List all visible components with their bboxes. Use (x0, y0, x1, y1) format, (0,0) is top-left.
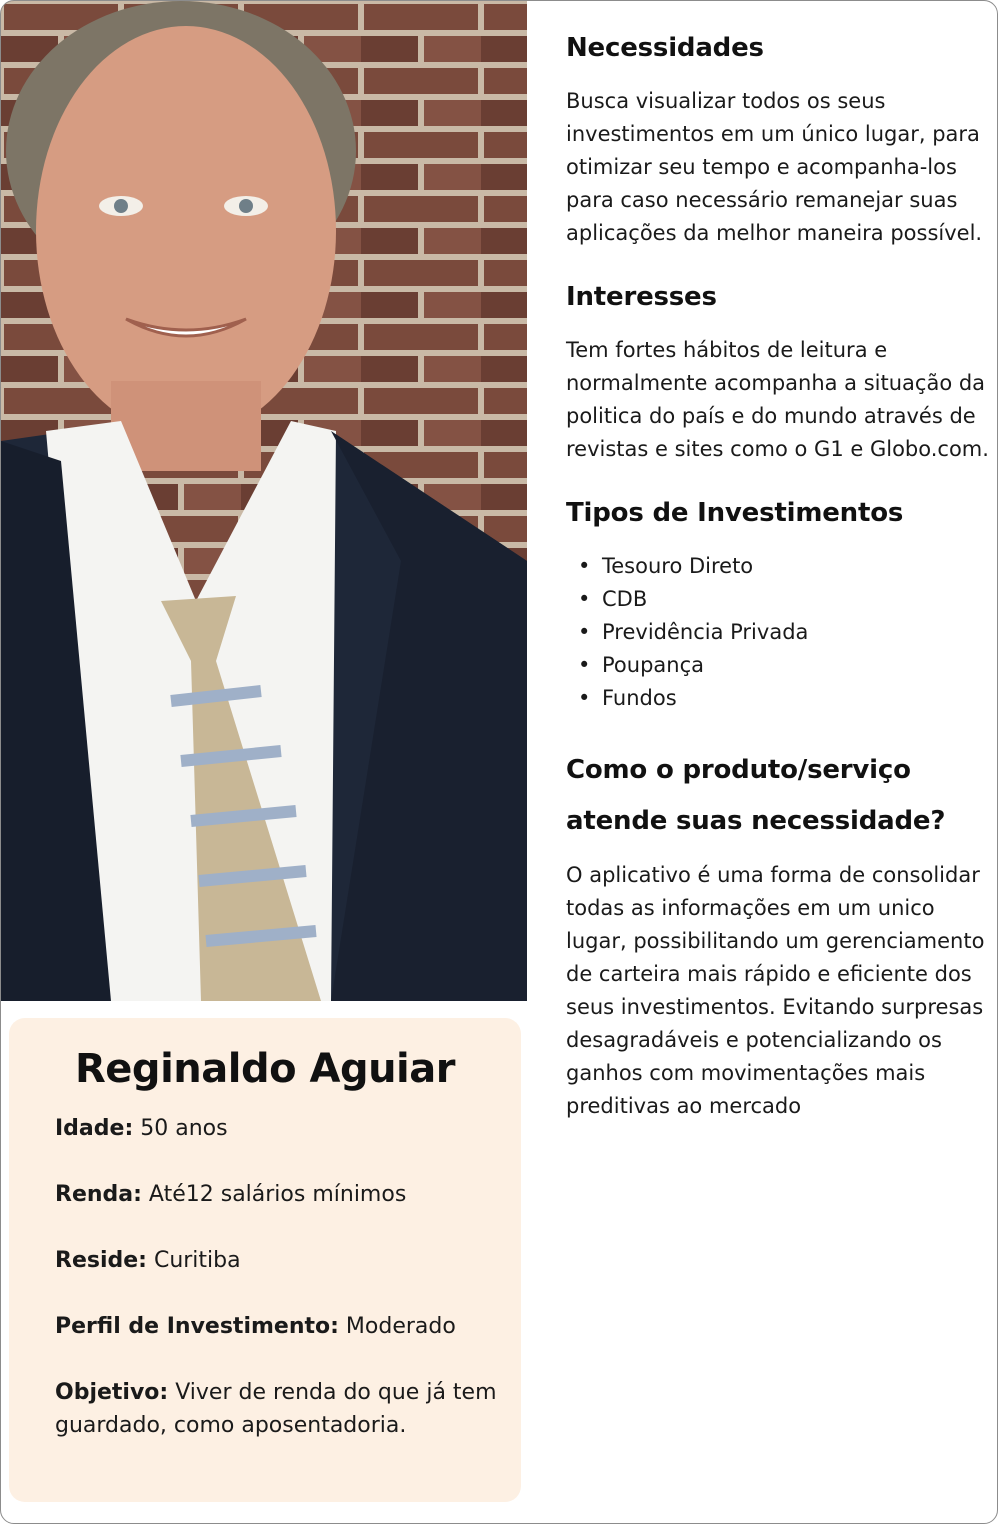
field-idade-value: 50 anos (133, 1116, 228, 1141)
list-item: • Poupança (578, 649, 991, 682)
tipos-heading: Tipos de Investimentos (566, 498, 904, 528)
field-objetivo-label: Objetivo: (55, 1380, 169, 1405)
field-objetivo (55, 1376, 499, 1442)
field-objetivo-value: Viver de renda do que já tem guardado, como aposentadoria. (55, 1380, 497, 1438)
persona-details (566, 31, 991, 1153)
interesses-text: Tem fortes hábitos de leitura e normalmente acompanha a situação da politica do país e do mundo através de revistas e sites como o G1 e Globo.com. (566, 338, 989, 461)
field-renda-label: Renda: (55, 1182, 142, 1207)
como-text: O aplicativo é uma forma de consolidar todas as informações em um unico lugar, possibilitando um gerenciamento de carteira mais rápido e eficiente dos seus investimentos. Evitando surpresas desagradáveis e potencializando os ganhos com movimentações mais preditivas ao mercado (566, 863, 985, 1118)
persona-profile-panel (9, 1018, 521, 1502)
field-reside (55, 1244, 499, 1277)
interesses-heading: Interesses (566, 282, 717, 312)
como-heading: Como o produto/serviço atende suas necessidade? (566, 755, 946, 836)
field-reside-value: Curitiba (146, 1248, 241, 1273)
field-perfil-value: Moderado (338, 1314, 456, 1339)
field-idade-label: Idade: (55, 1116, 134, 1141)
persona-name: Reginaldo Aguiar (75, 1046, 455, 1092)
field-renda-value: Até12 salários mínimos (141, 1182, 407, 1207)
field-reside-label: Reside: (55, 1248, 147, 1273)
field-perfil-label: Perfil de Investimento: (55, 1314, 339, 1339)
field-perfil (55, 1310, 499, 1343)
person-portrait-icon (1, 1, 527, 1001)
list-item: • Tesouro Direto (578, 550, 991, 583)
field-renda (55, 1178, 499, 1211)
necessidades-heading: Necessidades (566, 33, 764, 63)
field-idade (55, 1112, 499, 1145)
list-item: • Previdência Privada (578, 616, 991, 649)
necessidades-text: Busca visualizar todos os seus investimentos em um único lugar, para otimizar seu tempo e acompanha-los para caso necessário remanejar suas aplicações da melhor maneira possível. (566, 89, 983, 245)
list-item: • Fundos (578, 682, 991, 715)
list-item: • CDB (578, 583, 991, 616)
persona-photo (1, 1, 527, 1001)
tipos-list (566, 550, 991, 715)
